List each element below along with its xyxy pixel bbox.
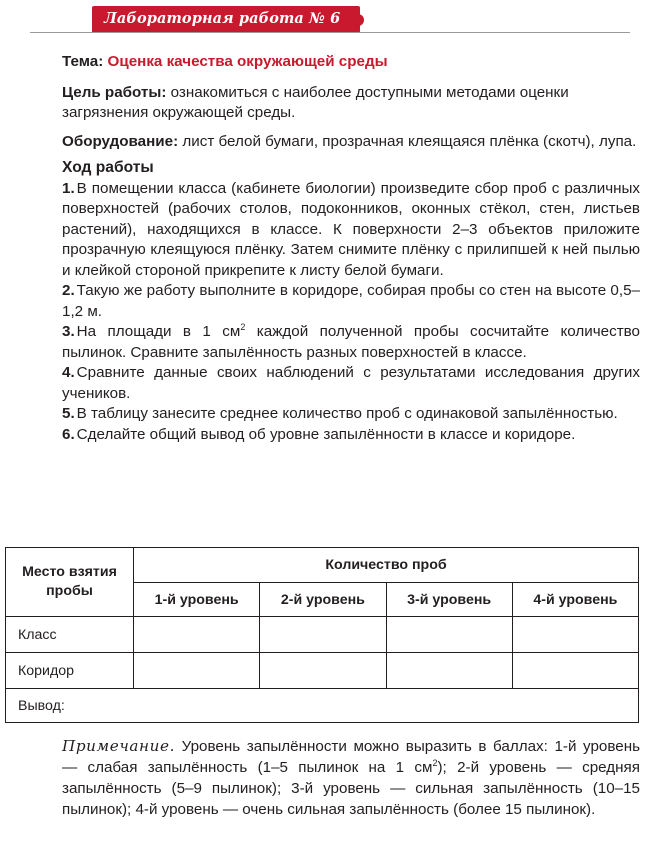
step-6 <box>62 425 640 446</box>
step-number: 5. <box>62 405 75 422</box>
step-text: каждой полученной пробы сосчитайте количество пылинок. Сравните запылённость разных поверхностей в классе. <box>62 323 640 361</box>
header-rule <box>30 32 630 33</box>
goal-paragraph <box>62 83 640 124</box>
step-number: 6. <box>62 425 75 443</box>
table-cell[interactable] <box>134 617 260 653</box>
step-5 <box>62 404 640 425</box>
step-text: Такую же работу выполните в коридоре, собирая пробы со стен на высоте 0,5–1,2 м. <box>62 282 640 320</box>
table-cell[interactable] <box>386 653 512 689</box>
note-paragraph <box>62 736 640 820</box>
table-row <box>6 653 639 689</box>
superscript-2: 2 <box>240 321 246 332</box>
level-4-header: 4-й уровень <box>512 583 638 617</box>
goal-label: Цель работы: <box>62 83 167 101</box>
equipment-paragraph <box>62 132 640 153</box>
level-3-header: 3-й уровень <box>386 583 512 617</box>
step-number: 4. <box>62 364 75 381</box>
step-text: В помещении класса (кабинете биологии) произведите сбор проб с различных поверхностей (рабочих столов, подоконников, оконных стёкол, стен, листьев растений), находящихся в классе. К поверхности 2–3 объектов приложите прозрачную клеящуюся плёнку. Затем снимите плёнку с прилипшей к ней пылью и клейкой стороной прикрепите к листу белой бумаги. <box>62 179 640 279</box>
step-text: На площади в 1 см <box>76 323 241 340</box>
level-1-header: 1-й уровень <box>134 583 260 617</box>
step-number: 1. <box>62 179 75 197</box>
step-number: 2. <box>62 282 75 299</box>
table-row <box>6 617 639 653</box>
step-text: Сравните данные своих наблюдений с результатами исследования других учеников. <box>62 364 640 402</box>
goal-text: ознакомиться с наиболее доступными методами оценки загрязнения окружающей среды. <box>62 83 569 121</box>
step-2 <box>62 281 640 322</box>
conclusion-label[interactable]: Вывод: <box>6 689 639 723</box>
step-3 <box>62 322 640 363</box>
note-text: ); 2-й уровень — средняя запылённость (5–9 пылинок); 3-й уровень — сильная запылённость (10–15 пылинок); 4-й уровень — очень сильная запылённость (более 15 пылинок). <box>62 759 640 818</box>
lab-title: Лабораторная работа № 6 <box>104 10 341 27</box>
quantity-column-header: Количество проб <box>134 548 639 583</box>
theme-line <box>62 52 640 73</box>
place-column-header: Место взятия пробы <box>6 548 134 617</box>
table-cell[interactable] <box>134 653 260 689</box>
table-cell[interactable] <box>260 653 386 689</box>
lab-title-banner <box>92 6 360 33</box>
step-1 <box>62 179 640 282</box>
table-cell[interactable] <box>386 617 512 653</box>
note-text: Уровень запылённости можно выразить в баллах: 1-й уровень — слабая запылённость (1–5 пылинок на 1 см <box>62 738 640 776</box>
level-2-header: 2-й уровень <box>260 583 386 617</box>
step-text: Сделайте общий вывод об уровне запылённости в классе и коридоре. <box>76 425 576 443</box>
row-label-corridor: Коридор <box>6 653 134 689</box>
table-cell[interactable] <box>512 653 638 689</box>
theme-value: Оценка качества окружающей среды <box>107 53 388 70</box>
superscript-2: 2 <box>432 757 438 768</box>
results-table <box>5 547 639 723</box>
row-label-class: Класс <box>6 617 134 653</box>
step-4 <box>62 363 640 404</box>
document-body <box>62 52 640 445</box>
table-header-row <box>6 548 639 583</box>
theme-label: Тема: <box>62 53 104 70</box>
equipment-text: лист белой бумаги, прозрачная клеящаяся плёнка (скотч), лупа. <box>182 132 637 150</box>
procedure-heading: Ход работы <box>62 159 154 176</box>
table-cell[interactable] <box>260 617 386 653</box>
conclusion-row <box>6 689 639 723</box>
banner-dot-decoration <box>352 14 364 26</box>
table-cell[interactable] <box>512 617 638 653</box>
equipment-label: Оборудование: <box>62 132 179 150</box>
note-label: Примечание. <box>62 737 176 755</box>
step-number: 3. <box>62 323 75 340</box>
step-text: В таблицу занесите среднее количество проб с одинаковой запылённостью. <box>76 405 618 422</box>
